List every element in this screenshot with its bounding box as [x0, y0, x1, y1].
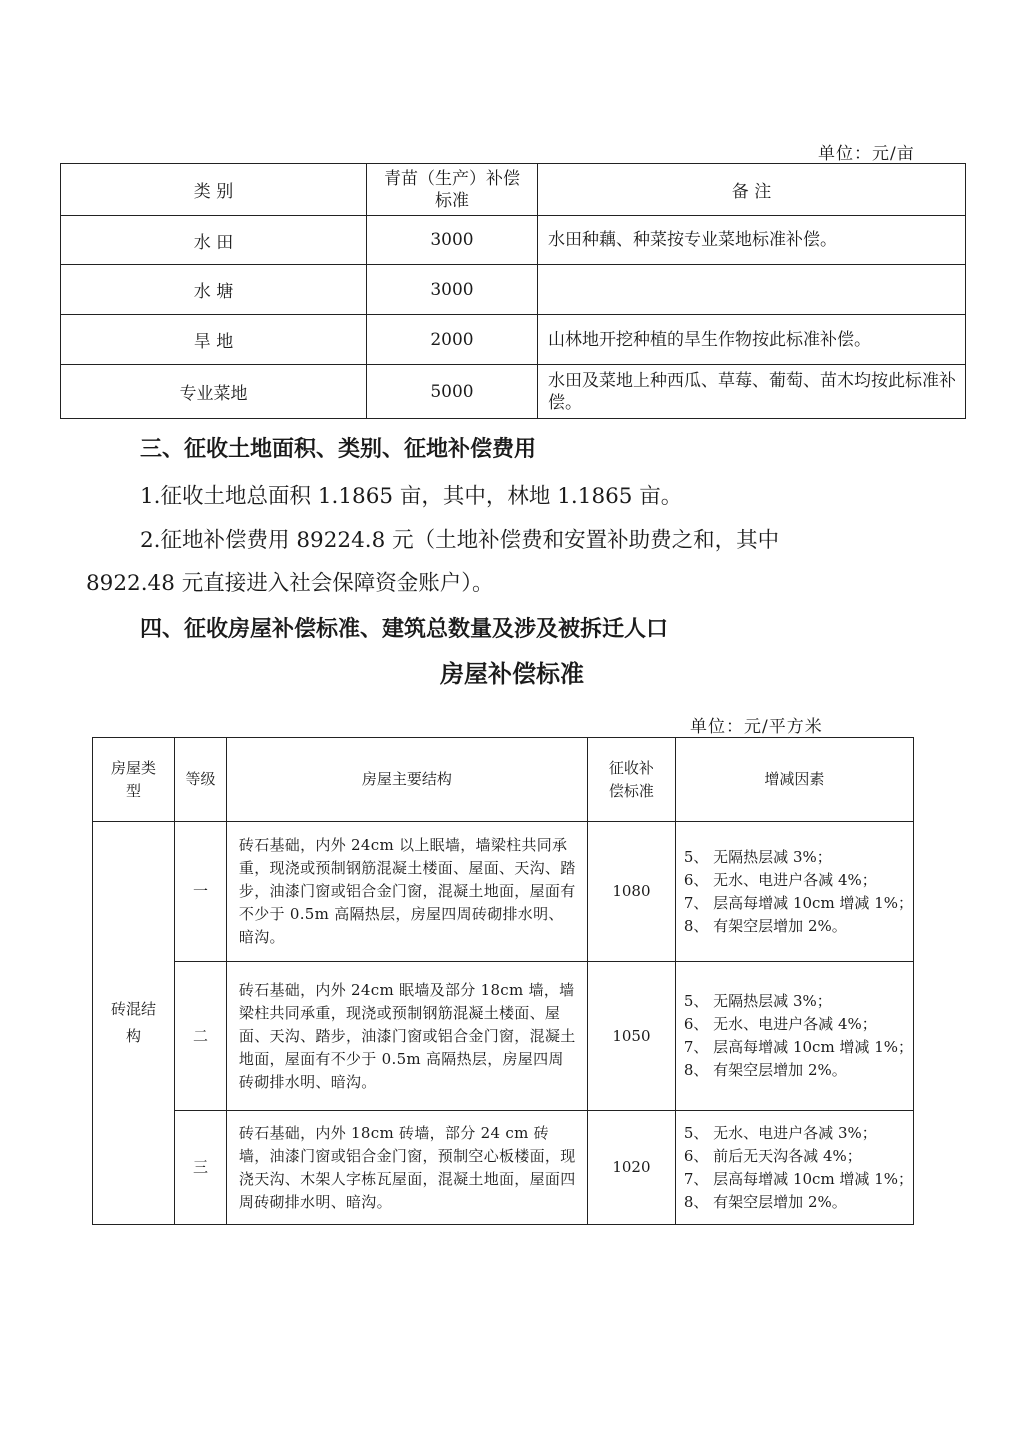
factor-item: 7、 层高每增减 10cm 增减 1%；: [683, 893, 913, 912]
house-type-label: 砖混结构: [111, 1000, 157, 1045]
factor-item: 5、 无隔热层减 3%；: [683, 992, 832, 1010]
table-row: [93, 822, 914, 962]
table-row: [93, 1111, 914, 1225]
row-note: 水田种藕、种菜按专业菜地标准补偿。: [538, 216, 966, 265]
table-header-row: [61, 164, 966, 216]
table-row: [93, 962, 914, 1111]
section3-item1: 1.征收土地总面积 1.1865 亩，其中，林地 1.1865 亩。: [140, 484, 683, 509]
header-standard: 征收补偿标准: [587, 738, 675, 822]
factors-cell: [675, 962, 913, 1111]
row-category: 专业菜地: [61, 365, 367, 419]
table-row: [61, 365, 966, 419]
table-header-row: [93, 738, 914, 822]
row-note: [538, 265, 966, 315]
factor-item: 6、 前后无天沟各减 4%；: [683, 1146, 862, 1165]
header-category: 类 别: [61, 164, 367, 216]
standard-cell: 1050: [587, 962, 675, 1111]
header-factors: 增减因素: [675, 738, 913, 822]
house-type-cell: [93, 822, 175, 1225]
row-category: 旱 地: [61, 315, 367, 365]
factor-item: 8、 有架空层增加 2%。: [683, 1192, 847, 1211]
section3-item2-line2: 8922.48 元直接进入社会保障资金账户）。: [86, 571, 494, 596]
factor-item: 8、 有架空层增加 2%。: [683, 1061, 847, 1079]
section3-heading: 三、征收土地面积、类别、征地补偿费用: [140, 436, 537, 462]
structure-cell: 砖石基础，内外 24cm 以上眠墙，墙梁柱共同承重，现浇或预制钢筋混凝土楼面、屋面、天沟、踏步，油漆门窗或铝合金门窗，混凝土地面，屋面有不少于 0.5m 高隔热层，房屋四周砖砌排水明、暗沟。: [226, 822, 587, 962]
header-structure: 房屋主要结构: [226, 738, 587, 822]
table-row: [61, 216, 966, 265]
header-house-type: 房屋类型: [93, 738, 175, 822]
row-category: 水 塘: [61, 265, 367, 315]
factor-item: 5、 无隔热层减 3%；: [683, 847, 832, 866]
row-category: 水 田: [61, 216, 367, 265]
table2-title: 房屋补偿标准: [440, 659, 584, 688]
table-row: [61, 315, 966, 365]
factor-item: 7、 层高每增减 10cm 增减 1%；: [683, 1038, 913, 1056]
row-standard: 5000: [367, 365, 538, 419]
table-row: [61, 265, 966, 315]
grade-cell: 一: [175, 822, 227, 962]
factors-cell: [675, 1111, 913, 1225]
row-note: 水田及菜地上种西瓜、草莓、葡萄、苗木均按此标准补偿。: [538, 365, 966, 419]
standard-cell: 1020: [587, 1111, 675, 1225]
house-compensation-table: [92, 737, 914, 1225]
section4-heading: 四、征收房屋补偿标准、建筑总数量及涉及被拆迁人口: [140, 616, 669, 642]
row-standard: 2000: [367, 315, 538, 365]
table1-unit: 单位：元/亩: [818, 144, 915, 164]
grade-cell: 三: [175, 1111, 227, 1225]
section3-item2-line1: 2.征地补偿费用 89224.8 元（土地补偿费和安置补助费之和，其中: [140, 528, 780, 553]
row-standard: 3000: [367, 265, 538, 315]
grade-cell: 二: [175, 962, 227, 1111]
structure-cell: 砖石基础，内外 18cm 砖墙，部分 24 cm 砖墙，油漆门窗或铝合金门窗，预制空心板楼面，现浇天沟、木架人字栋瓦屋面，混凝土地面，屋面四周砖砌排水明、暗沟。: [226, 1111, 587, 1225]
table2-unit: 单位：元/平方米: [690, 717, 823, 737]
factor-item: 7、 层高每增减 10cm 增减 1%；: [683, 1169, 913, 1188]
row-standard: 3000: [367, 216, 538, 265]
factor-item: 6、 无水、电进户各减 4%；: [683, 870, 877, 889]
header-note: 备 注: [538, 164, 966, 216]
factor-item: 6、 无水、电进户各减 4%；: [683, 1015, 877, 1033]
factor-item: 5、 无水、电进户各减 3%；: [683, 1123, 877, 1142]
standard-cell: 1080: [587, 822, 675, 962]
structure-cell: 砖石基础，内外 24cm 眠墙及部分 18cm 墙，墙梁柱共同承重，现浇或预制钢筋混凝土楼面、屋面、天沟、踏步，油漆门窗或铝合金门窗，混凝土地面，屋面有不少于 0.5m 高隔热层，房屋四周砖砌排水明、暗沟。: [226, 962, 587, 1111]
factors-cell: [675, 822, 913, 962]
seedling-compensation-table: [60, 163, 966, 419]
row-note: 山林地开挖种植的旱生作物按此标准补偿。: [538, 315, 966, 365]
factor-item: 8、 有架空层增加 2%。: [683, 916, 847, 935]
header-standard: 青苗（生产）补偿标准: [367, 164, 538, 216]
header-grade: 等级: [175, 738, 227, 822]
